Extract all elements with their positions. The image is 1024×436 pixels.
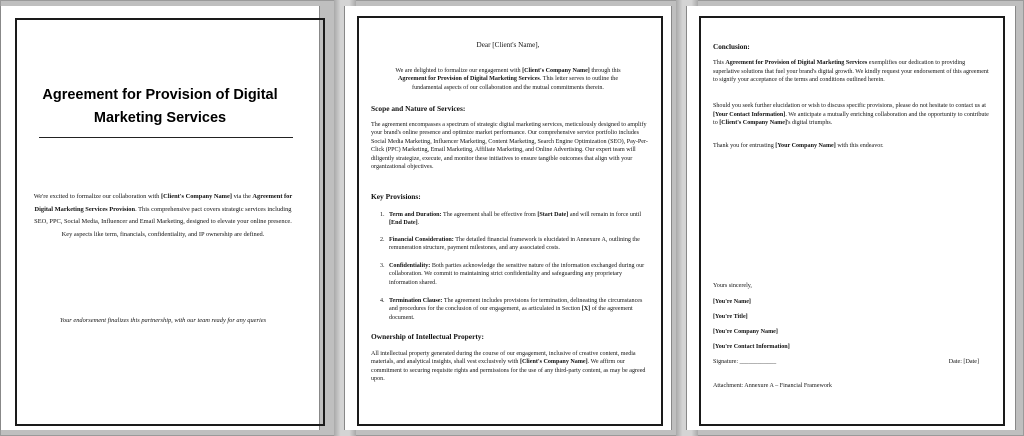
provision-text: The detailed financial framework is elucidated in Annexure A, outlining the remuneration structure, payment milestones, and any associated costs.	[389, 237, 640, 252]
provision-text: .	[417, 220, 420, 227]
conclusion-paragraph-2	[713, 102, 993, 128]
signature-line: Signature: ____________	[713, 359, 777, 365]
provision-text: Both parties acknowledge the sensitive nature of the information exchanged during our collaboration. We commit to maintaining strict confidentiality and safeguarding any proprietary information shared.	[389, 263, 645, 286]
conclusion-text: exemplifies our dedication to providing superlative solutions that fuel your brand's digital growth. We kindly request your endorsement of this agreement to signify your acceptance of the terms and conditions outlined herein.	[713, 60, 989, 84]
conclusion-text: 's digital triumphs.	[787, 120, 833, 127]
cover-footer: Your endorsement finalizes this partnership, with our team ready for any queries	[59, 317, 267, 324]
signer-contact: [You're Contact Information]	[713, 344, 790, 350]
end-date-placeholder: [End Date]	[389, 220, 418, 227]
letter-intro	[389, 67, 627, 92]
title-rule	[39, 137, 293, 138]
conclusion-text: with this endeavor.	[837, 143, 884, 149]
letter-intro-text: . This letter serves to outline the fundamental aspects of our collaboration and the mutual commitments therein.	[412, 76, 619, 91]
client-company-placeholder: [Client's Company Name]	[160, 193, 232, 200]
letter-intro-text: We are delighted to formalize our engagement with	[395, 68, 521, 74]
provision-text: and will remain in force until	[569, 212, 642, 218]
scope-paragraph: The agreement encompasses a spectrum of strategic digital marketing services, meticulously designed to amplify your brand's online presence and optimize market performance. Our comprehensive service portfolio includes Social Media Marketing, Influencer Marketing, Content Marketing, Search Engine Optimization (SEO), Pay-Per-Click (PPC) Marketing, Email Marketing, Affiliate Marketing, and Online Advertising. Our expert team will diligently strategize, execute, and monitor these initiatives to ensure tangible outcomes that align with your organizational objectives.	[371, 122, 648, 171]
client-company-placeholder: [Client's Company Name]	[522, 68, 590, 74]
title-line-1: Agreement for Provision of Digital	[42, 87, 278, 103]
cover-intro	[31, 191, 295, 241]
cover-intro-text: We're excited to formalize our collaboration with	[33, 193, 160, 200]
provision-text: The agreement includes provisions for termination, delineating the circumstances and procedures for the conclusion of our engagement, as articulated in Section	[389, 298, 643, 313]
title-line-2: Marketing Services	[93, 110, 227, 126]
scope-heading: Scope and Nature of Services:	[371, 104, 466, 113]
start-date-placeholder: [Start Date]	[537, 212, 569, 218]
salutation: Dear [Client's Name],	[476, 41, 540, 49]
provision-text: The agreement shall be effective from	[443, 212, 536, 218]
document-title	[1, 84, 319, 130]
ip-text: All intellectual property generated during the course of our engagement, inclusive of creative content, media materials, and analytical insights, shall vest exclusively with	[371, 351, 636, 366]
provision-number: 3.	[380, 263, 385, 269]
conclusion-text: This	[713, 60, 724, 66]
signer-name: [You're Name]	[713, 299, 751, 305]
provision-number: 2.	[380, 237, 385, 243]
page-3	[686, 6, 1016, 430]
signer-company: [You're Company Name]	[713, 329, 778, 335]
closing: Yours sincerely,	[713, 283, 752, 289]
provision-item	[380, 211, 645, 228]
date-line: Date: [Date]	[948, 359, 979, 365]
conclusion-paragraph-3	[713, 142, 993, 151]
provision-number: 1.	[380, 212, 385, 218]
provision-label: Term and Duration:	[389, 212, 442, 218]
ip-text: . We affirm our commitment to securing requisite rights and permissions for the use of any third-party content, as may be agreed upon.	[371, 359, 646, 383]
provision-item	[380, 262, 645, 287]
page-2	[344, 6, 672, 430]
provision-label: Termination Clause:	[389, 298, 443, 304]
client-company-placeholder: [Client's Company Name]	[719, 120, 787, 127]
letter-intro-text: through this	[591, 68, 621, 74]
conclusion-text: Should you seek further elucidation or wish to discuss specific provisions, please do not hesitate to contact us at	[713, 103, 986, 109]
agreement-name: Agreement for Provision of Digital Marketing Services	[725, 60, 868, 66]
section-placeholder: [X]	[581, 306, 591, 313]
provision-number: 4.	[380, 298, 385, 304]
conclusion-text: . We anticipate a mutually enriching collaboration and the opportunity to contribute to	[713, 111, 989, 127]
cover-intro-text: via the	[233, 193, 251, 200]
provision-label: Financial Consideration:	[389, 237, 454, 243]
contact-info-placeholder: [Your Contact Information]	[713, 111, 786, 118]
agreement-name: Agreement for Provision of Digital Marketing Services	[397, 76, 540, 83]
provision-label: Confidentiality:	[389, 263, 431, 269]
provision-item	[380, 297, 645, 322]
conclusion-heading: Conclusion:	[713, 43, 750, 51]
signer-title: [You're Title]	[713, 314, 748, 320]
attachment-note: Attachment: Annexure A – Financial Framework	[713, 383, 832, 389]
provision-item	[380, 236, 645, 253]
ip-paragraph	[371, 350, 649, 384]
cover-intro-text: . This comprehensive pact covers strategic services including SEO, PPC, Social Media, Influencer and Email Marketing, designed to elevate your online presence. Key aspects like term, financials, confidentiality, and IP ownership are defined.	[34, 205, 292, 238]
ip-heading: Ownership of Intellectual Property:	[371, 332, 484, 341]
company-name-placeholder: [Your Company Name]	[775, 143, 836, 149]
conclusion-text: Thank you for entrusting	[713, 143, 774, 149]
provision-text: of the agreement document.	[389, 306, 633, 321]
page-1	[0, 6, 320, 430]
client-company-placeholder: [Client's Company Name]	[519, 359, 588, 366]
conclusion-paragraph-1	[713, 59, 993, 85]
agreement-name: Agreement for Digital Marketing Services Provision	[34, 193, 293, 213]
provisions-heading: Key Provisions:	[371, 192, 421, 201]
